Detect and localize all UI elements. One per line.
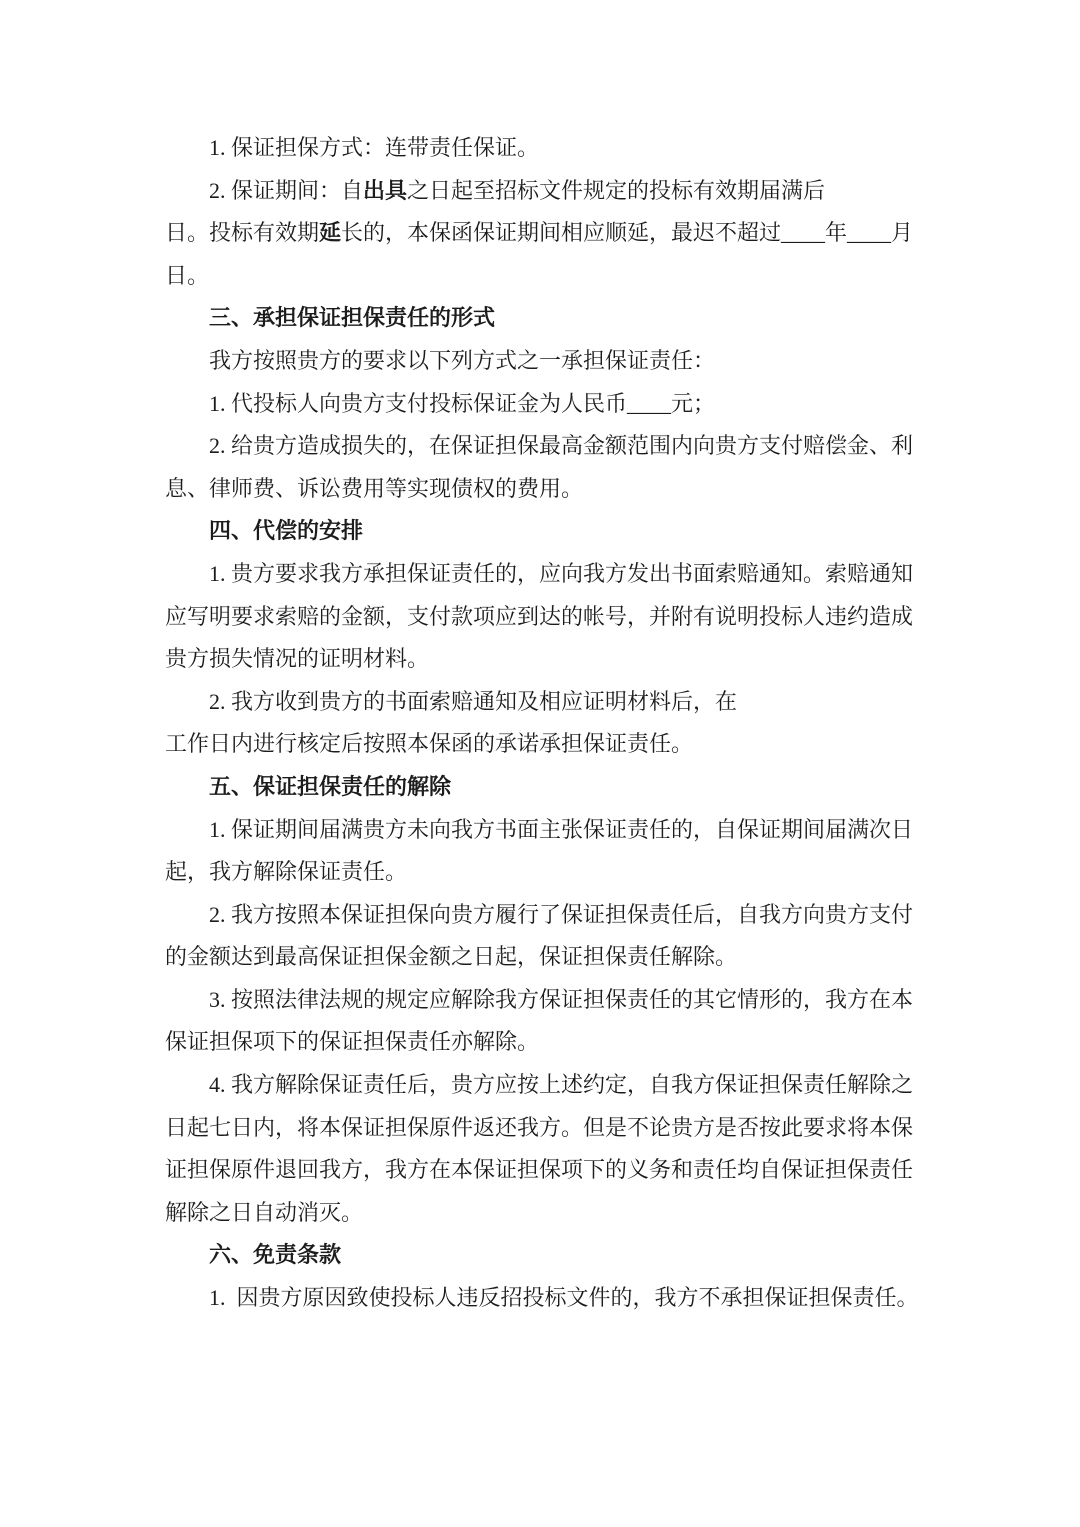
emphasized-text: 三、承担保证担保责任的形式 (209, 305, 496, 331)
text-line (165, 638, 947, 681)
body-text: 2. 保证期间：自 (209, 177, 364, 203)
text-line (165, 681, 947, 724)
body-text: 3. 按照法律法规的规定应解除我方保证担保责任的其它情形的，我方在本 (209, 986, 914, 1012)
text-line (165, 212, 947, 255)
text-line (165, 894, 947, 937)
body-text: 2. 我方收到贵方的书面索赔通知及相应证明材料后，在 (209, 688, 738, 714)
body-text: 应写明要求索赔的金额，支付款项应到达的帐号，并附有说明投标人违约造成 (165, 603, 914, 629)
text-line (165, 1149, 947, 1192)
body-text: 贵方损失情况的证明材料。 (165, 646, 430, 672)
body-text: 日起七日内，将本保证担保原件返还我方。但是不论贵方是否按此要求将本保 (165, 1114, 914, 1140)
body-text: 证担保原件退回我方，我方在本保证担保项下的义务和责任均自保证担保责任 (165, 1157, 914, 1183)
text-line (165, 1107, 947, 1150)
body-text: 的金额达到最高保证担保金额之日起，保证担保责任解除。 (165, 944, 738, 970)
section-heading (165, 510, 947, 553)
body-text: 1. 代投标人向贵方支付投标保证金为人民币____元； (209, 390, 716, 416)
emphasized-text: 五、保证担保责任的解除 (209, 773, 452, 799)
document-body (165, 127, 947, 1320)
text-line (165, 340, 947, 383)
text-line (165, 809, 947, 852)
body-text: 1. 贵方要求我方承担保证责任的，应向我方发出书面索赔通知。索赔通知 (209, 560, 914, 586)
section-heading (165, 766, 947, 809)
body-text: 日。 (165, 262, 210, 288)
text-line (165, 723, 947, 766)
text-line (165, 979, 947, 1022)
body-text: 1. 因贵方原因致使投标人违反招投标文件的，我方不承担保证担保责任。 (209, 1285, 919, 1311)
body-text: 4. 我方解除保证责任后，贵方应按上述约定，自我方保证担保责任解除之 (209, 1072, 914, 1098)
section-heading (165, 1234, 947, 1277)
text-line (165, 425, 947, 468)
body-text: 之日起至招标文件规定的投标有效期届满后 (407, 177, 826, 203)
body-text: 1. 保证期间届满贵方未向我方书面主张保证责任的，自保证期间届满次日 (209, 816, 914, 842)
text-line (165, 255, 947, 298)
body-text: 长的，本保函保证期间相应顺延，最迟不超过____年____月 (341, 220, 914, 246)
text-line (165, 596, 947, 639)
text-line (165, 553, 947, 596)
body-text: 2. 我方按照本保证担保向贵方履行了保证担保责任后，自我方向贵方支付 (209, 901, 914, 927)
text-line (165, 1021, 947, 1064)
body-text: 息、律师费、诉讼费用等实现债权的费用。 (165, 475, 584, 501)
section-heading (165, 297, 947, 340)
text-line (165, 1277, 947, 1320)
text-line (165, 1064, 947, 1107)
emphasized-text: 六、免责条款 (209, 1242, 342, 1268)
body-text: 1. 保证担保方式：连带责任保证。 (209, 135, 540, 160)
emphasized-text: 四、代偿的安排 (209, 518, 364, 544)
body-text: 解除之日自动消灭。 (165, 1199, 364, 1225)
text-line (165, 936, 947, 979)
text-line (165, 468, 947, 511)
emphasized-text: 出具 (363, 177, 408, 203)
text-line (165, 170, 947, 213)
text-line (165, 383, 947, 426)
emphasized-text: 延 (319, 220, 342, 246)
text-line (165, 1192, 947, 1235)
body-text: 日。投标有效期 (165, 220, 320, 246)
body-text: 我方按照贵方的要求以下列方式之一承担保证责任： (209, 347, 716, 373)
text-line (165, 127, 947, 170)
body-text: 工作日内进行核定后按照本保函的承诺承担保证责任。 (165, 731, 694, 757)
body-text: 保证担保项下的保证担保责任亦解除。 (165, 1029, 540, 1055)
text-line (165, 851, 947, 894)
body-text: 2. 给贵方造成损失的，在保证担保最高金额范围内向贵方支付赔偿金、利 (209, 433, 914, 459)
body-text: 起，我方解除保证责任。 (165, 859, 408, 885)
